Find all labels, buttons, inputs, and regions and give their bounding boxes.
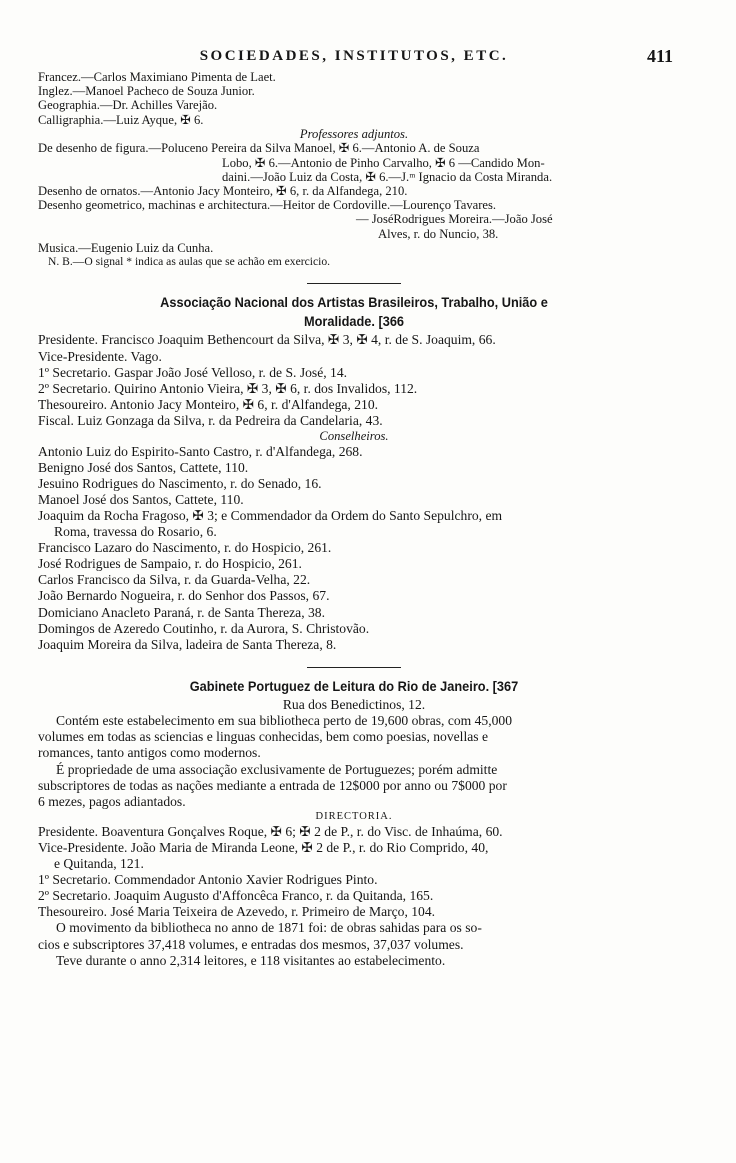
conselheiros-heading: Conselheiros.	[319, 428, 389, 443]
paragraph-line: Teve durante o anno 2,314 leitores, e 118 visitantes ao estabelecimento.	[56, 952, 446, 968]
section-title: Associação Nacional dos Artistas Brasileiros, Trabalho, União e	[160, 295, 548, 312]
conselheiro-line: Jesuino Rodrigues do Nascimento, r. do Senado, 16.	[38, 475, 322, 491]
officer-line: Presidente. Francisco Joaquim Bethencourt da Silva, ✠ 3, ✠ 4, r. de S. Joaquim, 66.	[38, 332, 496, 348]
officer-line: Thesoureiro. José Maria Teixeira de Azevedo, r. Primeiro de Março, 104.	[38, 904, 436, 920]
page-header	[38, 42, 673, 70]
paragraph-line: volumes em todas as sciencias e linguas conhecidas, bem como poesias, novellas e	[38, 729, 488, 745]
officer-line: Vice-Presidente. João Maria de Miranda Leone, ✠ 2 de P., r. do Rio Comprido, 40,	[38, 839, 489, 855]
conselheiro-line: Antonio Luiz do Espirito-Santo Castro, r. d'Alfandega, 268.	[38, 443, 363, 459]
page	[38, 42, 673, 969]
conselheiro-line: Carlos Francisco da Silva, r. da Guarda-Velha, 22.	[38, 572, 311, 588]
paragraph-line: subscriptores de todas as nações mediante a entrada de 12$000 por anno ou 7$000 por	[38, 777, 507, 793]
running-title: SOCIEDADES, INSTITUTOS, ETC.	[199, 48, 509, 64]
desenho-figura-line: daini.—João Luiz da Costa, ✠ 6.—J.ᵐ Ignacio da Costa Miranda.	[222, 169, 553, 184]
desenho-figura-line: Lobo, ✠ 6.—Antonio de Pinho Carvalho, ✠ 6 —Candido Mon-	[222, 155, 545, 170]
conselheiro-line: Roma, travessa do Rosario, 6.	[54, 524, 217, 540]
conselheiro-line: Manoel José dos Santos, Cattete, 110.	[38, 491, 244, 507]
conselheiro-line: Benigno José dos Santos, Cattete, 110.	[38, 459, 249, 475]
conselheiro-line: Domiciano Anacleto Paraná, r. de Santa Thereza, 38.	[38, 604, 326, 620]
conselheiro-line: Joaquim Moreira da Silva, ladeira de Santa Thereza, 8.	[38, 636, 337, 652]
address-line: Rua dos Benedictinos, 12.	[282, 697, 426, 713]
desenho-geometrico-line: Desenho geometrico, machinas e architectura.—Heitor de Cordoville.—Lourenço Tavares.	[38, 198, 497, 213]
section-divider	[307, 283, 401, 284]
paragraph-line: O movimento da bibliotheca no anno de 1871 foi: de obras sahidas para os so-	[56, 920, 482, 936]
desenho-geometrico-line: — JoséRodrigues Moreira.—João José	[356, 212, 553, 227]
conselheiro-line: José Rodrigues de Sampaio, r. do Hospicio, 261.	[38, 556, 302, 572]
officer-line: 1º Secretario. Commendador Antonio Xavier Rodrigues Pinto.	[38, 872, 378, 888]
note-line: N. B.—O signal * indica as aulas que se achão em exercicio.	[48, 255, 331, 269]
desenho-geometrico-line: Alves, r. do Nuncio, 38.	[378, 226, 499, 241]
conselheiro-line: Francisco Lazaro do Nascimento, r. do Hospicio, 261.	[38, 540, 332, 556]
desenho-ornatos-line: Desenho de ornatos.—Antonio Jacy Monteiro, ✠ 6, r. da Alfandega, 210.	[38, 184, 408, 199]
paragraph-line: cios e subscriptores 37,418 volumes, e entradas dos mesmos, 37,037 volumes.	[38, 936, 464, 952]
officer-line: Presidente. Boaventura Gonçalves Roque, ✠ 6; ✠ 2 de P., r. do Visc. de Inhaúma, 60.	[38, 823, 503, 839]
section-courses	[38, 70, 670, 269]
conselheiro-line: João Bernardo Nogueira, r. do Senhor dos Passos, 67.	[38, 588, 330, 604]
desenho-figura-line: De desenho de figura.—Poluceno Pereira da Silva Manoel, ✠ 6.—Antonio A. de Souza	[38, 141, 480, 156]
musica-line: Musica.—Eugenio Luiz da Cunha.	[38, 240, 214, 255]
paragraph-line: É propriedade de uma associação exclusivamente de Portuguezes; porém admitte	[56, 761, 498, 777]
course-line: Inglez.—Manoel Pacheco de Souza Junior.	[38, 84, 255, 99]
section-divider	[307, 667, 401, 668]
officer-line: Thesoureiro. Antonio Jacy Monteiro, ✠ 6, r. d'Alfandega, 210.	[38, 396, 379, 412]
officer-line: 2º Secretario. Quirino Antonio Vieira, ✠ 3, ✠ 6, r. dos Invalidos, 112.	[38, 380, 418, 396]
officer-line: 2º Secretario. Joaquim Augusto d'Affoncêca Franco, r. da Quitanda, 165.	[38, 888, 434, 904]
section-title: Moralidade. [366	[303, 314, 405, 331]
section-gabinete	[38, 678, 670, 969]
page-number: 411	[646, 46, 673, 66]
conselheiro-line: Domingos de Azeredo Coutinho, r. da Aurora, S. Christovão.	[38, 620, 370, 636]
course-line: Geographia.—Dr. Achilles Varejão.	[38, 98, 218, 113]
professores-heading: Professores adjuntos.	[299, 126, 409, 141]
paragraph-line: 6 mezes, pagos adiantados.	[38, 793, 186, 809]
officer-line: Vice-Presidente. Vago.	[38, 348, 162, 364]
officer-line: Fiscal. Luiz Gonzaga da Silva, r. da Pedreira da Candelaria, 43.	[38, 412, 383, 428]
officer-line: e Quitanda, 121.	[54, 856, 144, 872]
course-line: Francez.—Carlos Maximiano Pimenta de Laet.	[38, 70, 276, 84]
directoria-heading: DIRECTORIA.	[315, 810, 393, 822]
section-title: Gabinete Portuguez de Leitura do Rio de Janeiro. [367	[189, 679, 519, 696]
conselheiro-line: Joaquim da Rocha Fragoso, ✠ 3; e Commendador da Ordem do Santo Sepulchro, em	[38, 507, 503, 523]
course-line: Calligraphia.—Luiz Ayque, ✠ 6.	[38, 112, 204, 127]
paragraph-line: Contém este estabelecimento em sua bibliotheca perto de 19,600 obras, com 45,000	[56, 713, 513, 729]
paragraph-line: romances, tanto antigos como modernos.	[38, 745, 261, 761]
officer-line: 1º Secretario. Gaspar João José Velloso, r. de S. José, 14.	[38, 364, 348, 380]
section-associacao	[38, 294, 670, 652]
